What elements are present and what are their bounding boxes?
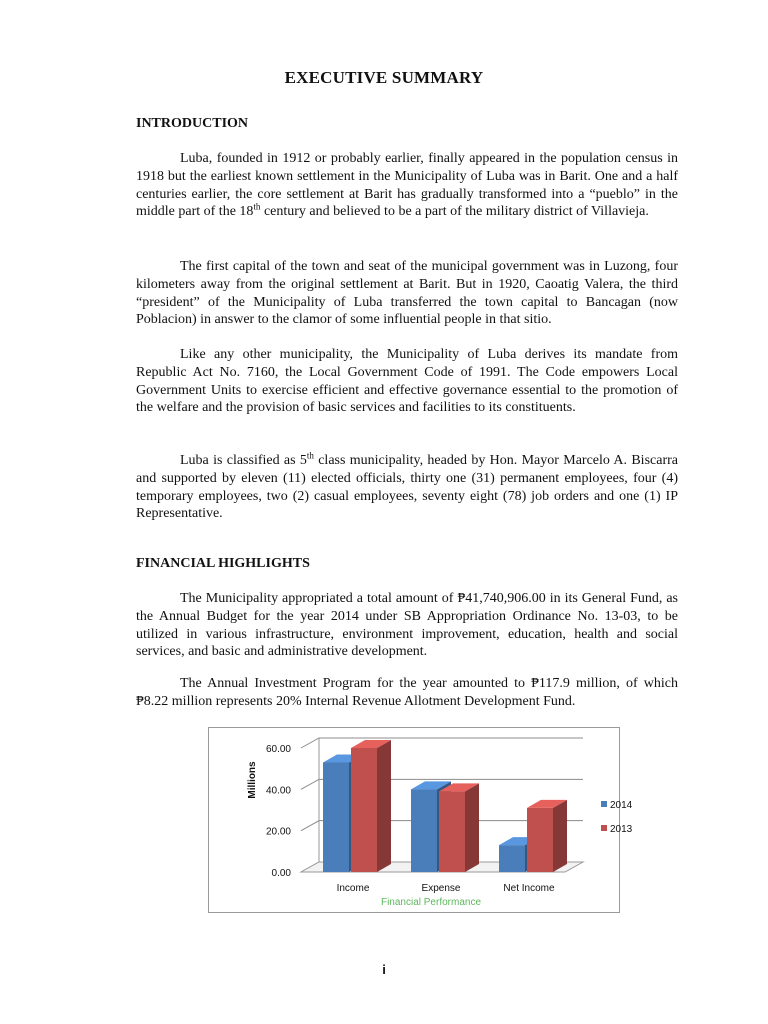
paragraph-intro-4-end: class municipality, headed by Hon. Mayor Marcelo A. Biscarra and supported by eleven (11) elected officials, thirty one (31) permanent employees, four (4) temporary employees, two (2) casual employees, seventy eight (78) job orders and one (1) IP Representative.: [136, 453, 678, 522]
x-category-label: Expense: [421, 883, 461, 894]
bar-2013-expense: [439, 791, 465, 872]
superscript-th: th: [306, 450, 314, 461]
paragraph-intro-2: [136, 258, 678, 329]
chart-side-wall: [301, 738, 319, 872]
bar-2014-expense: [411, 789, 437, 872]
page-number: i: [382, 962, 386, 977]
paragraph-intro-2-text: The first capital of the town and seat of the municipal government was in Luzong, four kilometers away from the original settlement at Barit. But in 1920, Caoatig Valera, the third “president” of the Municipality of Luba transferred the town capital to Bancagan (now Poblacion) in answer to the clamor of some influential people in that sitio.: [136, 259, 678, 328]
bar-2013-net-income: [527, 808, 553, 872]
x-category-label: Income: [336, 883, 370, 894]
x-category-label: Net Income: [503, 883, 555, 894]
paragraph-intro-4-text: Luba is classified as 5: [180, 453, 307, 468]
paragraph-intro-1: [136, 150, 678, 221]
x-axis-title: Financial Performance: [380, 897, 482, 908]
paragraph-intro-3-text: Like any other municipality, the Municipality of Luba derives its mandate from Republic Act No. 7160, the Local Government Code of 1991. The Code empowers Local Government Units to exercise efficient and effective governance essential to the promotion of the welfare and the provision of basic services and facilities to its constituents.: [136, 347, 678, 416]
paragraph-intro-3: [136, 346, 678, 417]
y-tick-label: 40.00: [265, 785, 291, 797]
paragraph-financial-2-text: The Annual Investment Program for the year amounted to ₱117.9 million, of which ₱8.22 million represents 20% Internal Revenue Allotment Development Fund.: [136, 676, 678, 709]
y-axis-title: Millions: [247, 761, 258, 799]
y-tick-label: 20.00: [265, 826, 291, 838]
bar-2013-expense-side: [465, 783, 479, 872]
bar-2013-income-side: [377, 740, 391, 872]
legend-swatch-2013: [601, 825, 607, 831]
page-title: EXECUTIVE SUMMARY: [284, 68, 484, 87]
section-heading-financial: FINANCIAL HIGHLIGHTS: [136, 556, 310, 571]
paragraph-financial-1-text: The Municipality appropriated a total amount of ₱41,740,906.00 in its General Fund, as the Annual Budget for the year 2014 under SB Appropriation Ordinance No. 13-03, to be utilized in various infrastructure, environment improvement, education, health and social services, and basic and administrative development.: [136, 591, 678, 660]
superscript-th: th: [253, 201, 261, 212]
legend-label-2014: 2014: [610, 800, 633, 811]
bar-2014-net-income: [499, 845, 525, 872]
y-tick-label: 60.00: [265, 744, 291, 755]
paragraph-financial-2: [136, 675, 678, 711]
legend-swatch-2014: [601, 801, 607, 807]
section-heading-introduction: INTRODUCTION: [136, 116, 249, 131]
bar-2013-income: [351, 748, 377, 872]
y-tick-label: 0.00: [271, 868, 291, 879]
bar-2014-income: [323, 762, 349, 872]
chart-gridline: [301, 738, 583, 748]
paragraph-intro-1-text: Luba, founded in 1912 or probably earlier, finally appeared in the population census in 1918 but the earliest known settlement in the Municipality of Luba was in Barit. One and a half centuries earlier, the core settlement at Barit has gradually transformed into a “pueblo” in the middle part of the 18: [136, 151, 678, 220]
paragraph-intro-1-end: century and believed to be a part of the military district of Villavieja.: [260, 204, 649, 220]
chart-canvas: [209, 728, 633, 912]
bar-2013-net-income-side: [553, 800, 567, 872]
paragraph-financial-1: [136, 590, 678, 661]
financial-performance-chart: [208, 727, 633, 913]
legend-label-2013: 2013: [610, 824, 633, 835]
paragraph-intro-4: [136, 452, 678, 523]
